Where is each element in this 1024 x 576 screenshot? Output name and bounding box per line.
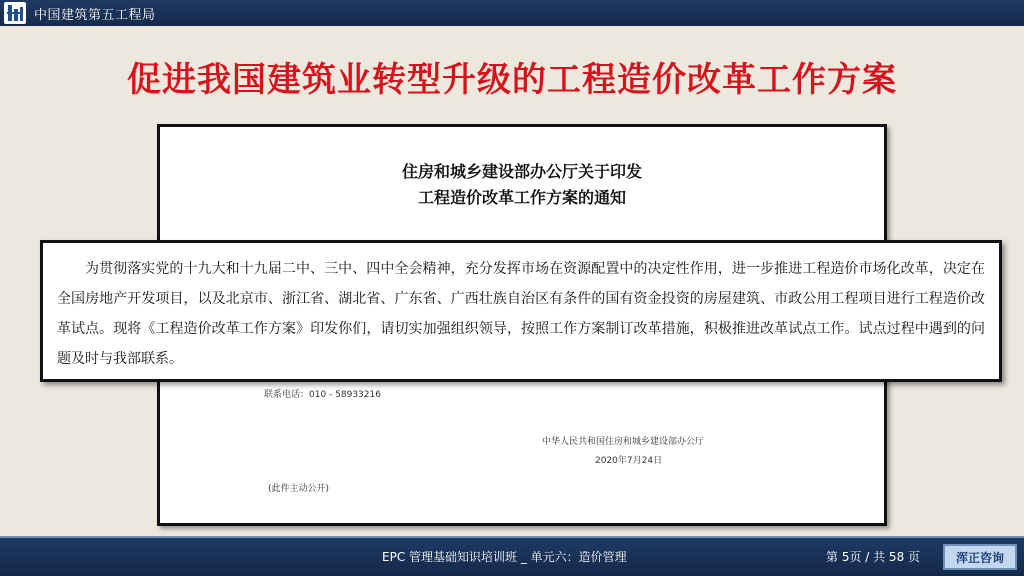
top-bar xyxy=(0,0,1024,26)
document-date: 2020年7月24日 xyxy=(595,456,663,466)
footer-course: EPC 管理基础知识培训班 _ 单元六：造价管理 xyxy=(382,550,627,564)
excerpt-text: 为贯彻落实党的十九大和十九届二中、三中、四中全会精神，充分发挥市场在资源配置中的决定性作用，进一步推进工程造价市场化改革，决定在全国房地产开发项目，以及北京市、浙江省、湖北省、广东省、广西壮族自治区有条件的国有资金投资的房屋建筑、市政公用工程项目进行工程造价改革试点。现将《工程造价改革工作方案》印发你们，请切实加强组织领导，按照工作方案制订改革措施，积极推进改革试点工作。试点过程中遇到的问题及时与我部联系。 xyxy=(57,261,985,367)
page-indicator: 第 5页 / 共 58 页 xyxy=(826,550,921,564)
slide-title: 促进我国建筑业转型升级的工程造价改革工作方案 xyxy=(127,60,897,100)
brand-button[interactable]: 浑正咨询 xyxy=(943,544,1017,570)
document-title-line1: 住房和城乡建设部办公厅关于印发 xyxy=(401,162,642,181)
document-title-line2: 工程造价改革工作方案的通知 xyxy=(417,188,626,207)
org-name: 中国建筑第五工程局 xyxy=(34,7,156,23)
document-issuer: 中华人民共和国住房和城乡建设部办公厅 xyxy=(542,437,705,447)
document-contact: 联系电话：010 - 58933216 xyxy=(264,390,381,400)
excerpt-box xyxy=(40,240,1002,382)
bottom-bar xyxy=(0,536,1024,576)
document-disclosure: (此件主动公开) xyxy=(268,484,330,494)
cscec-logo-icon xyxy=(4,2,26,24)
